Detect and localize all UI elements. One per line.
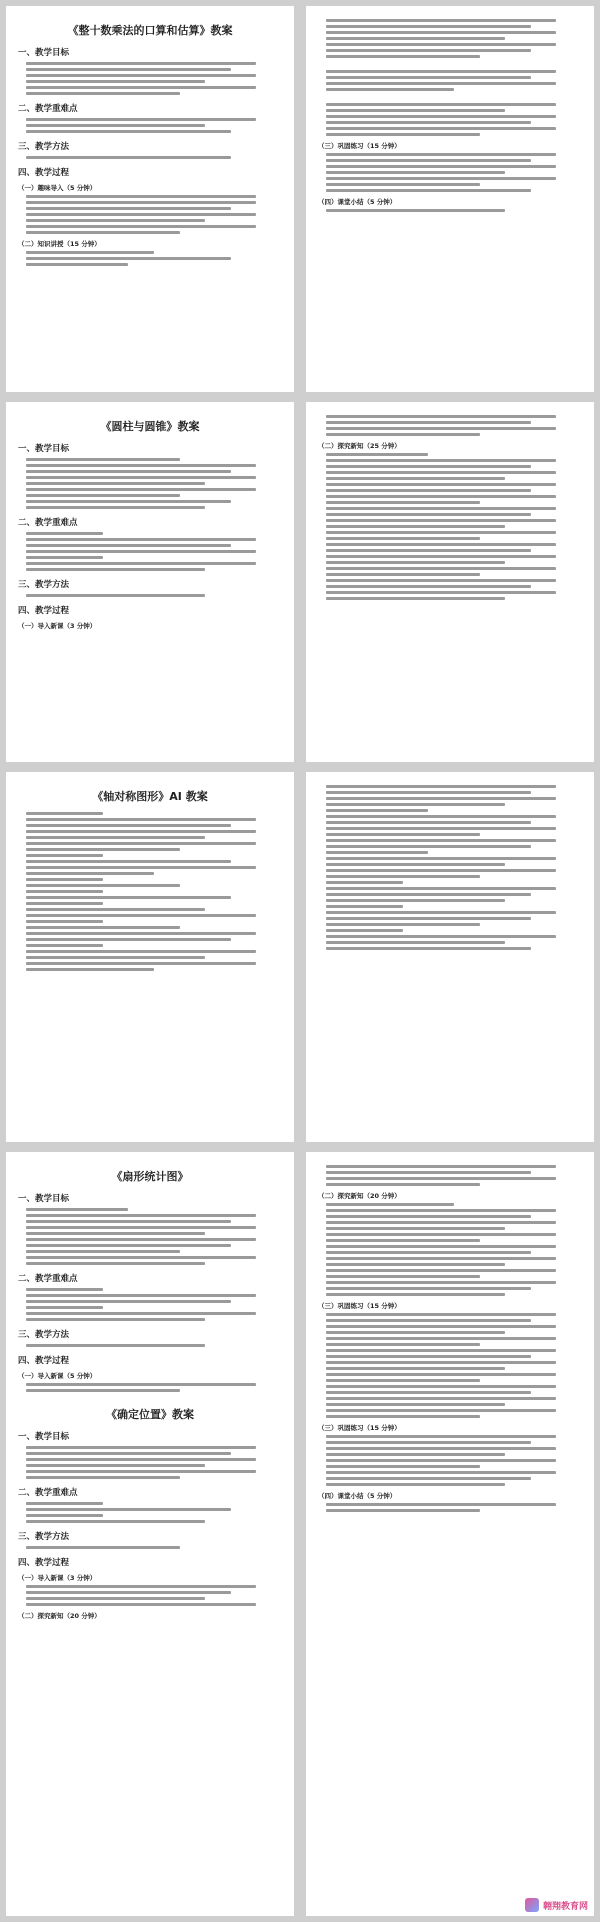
text-line bbox=[26, 908, 205, 911]
text-line bbox=[26, 1502, 103, 1505]
text-line bbox=[326, 941, 505, 944]
section-heading: 二、教学重难点 bbox=[18, 104, 78, 114]
text-line bbox=[26, 556, 103, 559]
text-line bbox=[26, 848, 180, 851]
text-line bbox=[26, 1300, 231, 1303]
subsection-heading: （二）探究新知（20 分钟） bbox=[318, 1192, 401, 1200]
text-line bbox=[326, 1281, 556, 1284]
section-heading: 三、教学方法 bbox=[18, 580, 70, 590]
text-line bbox=[26, 854, 103, 857]
text-line bbox=[326, 815, 556, 818]
text-line bbox=[326, 1415, 480, 1418]
text-line bbox=[26, 1220, 231, 1223]
text-line bbox=[326, 25, 531, 28]
text-line bbox=[26, 950, 256, 953]
text-line bbox=[326, 881, 403, 884]
text-line bbox=[326, 1349, 556, 1352]
text-line bbox=[26, 1464, 205, 1467]
text-line bbox=[26, 890, 103, 893]
text-line bbox=[326, 1447, 556, 1450]
text-line bbox=[26, 872, 154, 875]
text-line bbox=[326, 1385, 556, 1388]
subsection-heading: （一）导入新课（3 分钟） bbox=[18, 1574, 97, 1582]
page-title: 《圆柱与圆锥》教案 bbox=[100, 420, 200, 433]
subsection-heading: （四）课堂小结（5 分钟） bbox=[318, 1492, 397, 1500]
text-line bbox=[326, 585, 531, 588]
text-line bbox=[326, 531, 556, 534]
text-line bbox=[26, 824, 231, 827]
text-line bbox=[26, 962, 256, 965]
text-line bbox=[326, 49, 531, 52]
text-line bbox=[326, 501, 480, 504]
text-line bbox=[326, 785, 556, 788]
text-line bbox=[326, 43, 556, 46]
text-line bbox=[26, 195, 256, 198]
text-line bbox=[326, 887, 556, 890]
text-line bbox=[326, 1165, 556, 1168]
text-line bbox=[326, 1403, 505, 1406]
text-line bbox=[26, 568, 205, 571]
text-line bbox=[26, 926, 180, 929]
text-line bbox=[26, 1476, 180, 1479]
text-line bbox=[326, 821, 531, 824]
text-line bbox=[26, 1262, 205, 1265]
section-heading: 三、教学方法 bbox=[18, 142, 70, 152]
text-line bbox=[326, 791, 531, 794]
text-line bbox=[26, 1546, 180, 1549]
text-line bbox=[326, 1503, 556, 1506]
text-line bbox=[326, 797, 556, 800]
text-line bbox=[26, 494, 180, 497]
text-line bbox=[326, 1331, 505, 1334]
text-line bbox=[26, 920, 103, 923]
text-line bbox=[26, 62, 256, 65]
text-line bbox=[326, 421, 531, 424]
text-line bbox=[26, 1312, 256, 1315]
text-line bbox=[326, 133, 480, 136]
text-line bbox=[26, 836, 205, 839]
text-line bbox=[26, 124, 205, 127]
page-title-2: 《确定位置》教案 bbox=[106, 1408, 194, 1421]
text-line bbox=[326, 1293, 505, 1296]
text-line bbox=[26, 938, 231, 941]
text-line bbox=[326, 471, 556, 474]
text-line bbox=[326, 803, 505, 806]
text-line bbox=[326, 555, 556, 558]
text-line bbox=[326, 1391, 531, 1394]
text-line bbox=[26, 1514, 103, 1517]
text-line bbox=[326, 165, 556, 168]
text-line bbox=[326, 567, 556, 570]
text-line bbox=[26, 1470, 256, 1473]
text-line bbox=[326, 477, 505, 480]
text-line bbox=[326, 1171, 531, 1174]
text-line bbox=[326, 1233, 556, 1236]
subsection-heading: （二）探究新知（20 分钟） bbox=[18, 1612, 101, 1620]
text-line bbox=[326, 127, 556, 130]
text-line bbox=[326, 507, 556, 510]
text-line bbox=[26, 213, 256, 216]
text-line bbox=[326, 1209, 556, 1212]
text-line bbox=[26, 878, 103, 881]
text-line bbox=[326, 845, 531, 848]
subsection-heading: （三）巩固练习（15 分钟） bbox=[318, 1302, 401, 1310]
text-line bbox=[326, 489, 531, 492]
text-line bbox=[26, 830, 256, 833]
text-line bbox=[326, 153, 556, 156]
text-line bbox=[326, 525, 505, 528]
text-line bbox=[326, 579, 556, 582]
text-line bbox=[26, 1250, 180, 1253]
text-line bbox=[326, 899, 505, 902]
text-line bbox=[26, 1585, 256, 1588]
watermark-logo-icon bbox=[525, 1898, 539, 1912]
doc-page-5 bbox=[6, 772, 294, 1142]
section-heading: 三、教学方法 bbox=[18, 1330, 70, 1340]
subsection-heading: （一）趣味导入（5 分钟） bbox=[18, 184, 97, 192]
section-heading: 二、教学重难点 bbox=[18, 518, 78, 528]
text-line bbox=[326, 209, 505, 212]
text-line bbox=[326, 875, 480, 878]
text-line bbox=[26, 896, 231, 899]
text-line bbox=[326, 1203, 454, 1206]
text-line bbox=[326, 1215, 531, 1218]
text-line bbox=[26, 92, 180, 95]
text-line bbox=[26, 818, 256, 821]
text-line bbox=[326, 1483, 505, 1486]
text-line bbox=[326, 1221, 556, 1224]
text-line bbox=[326, 37, 505, 40]
text-line bbox=[326, 1397, 556, 1400]
text-line bbox=[326, 597, 505, 600]
subsection-heading: （四）课堂小结（5 分钟） bbox=[318, 198, 397, 206]
text-line bbox=[26, 225, 256, 228]
text-line bbox=[326, 573, 480, 576]
doc-page-4 bbox=[306, 402, 594, 762]
text-line bbox=[326, 483, 556, 486]
text-line bbox=[326, 543, 556, 546]
doc-page-1 bbox=[6, 6, 294, 392]
text-line bbox=[326, 31, 556, 34]
subsection-heading: （一）导入新课（5 分钟） bbox=[18, 1372, 97, 1380]
text-line bbox=[26, 80, 205, 83]
text-line bbox=[326, 1275, 480, 1278]
text-line bbox=[326, 70, 556, 73]
text-line bbox=[26, 1383, 256, 1386]
text-line bbox=[326, 55, 480, 58]
text-line bbox=[26, 1389, 180, 1392]
text-line bbox=[26, 538, 256, 541]
text-line bbox=[326, 1245, 556, 1248]
text-line bbox=[326, 1435, 556, 1438]
page-title: 《轴对称图形》AI 教案 bbox=[92, 790, 208, 803]
text-line bbox=[326, 591, 556, 594]
text-line bbox=[26, 1306, 103, 1309]
text-line bbox=[26, 860, 231, 863]
text-line bbox=[326, 121, 531, 124]
text-line bbox=[26, 506, 205, 509]
section-heading: 一、教学目标 bbox=[18, 48, 70, 58]
text-line bbox=[26, 1238, 256, 1241]
text-line bbox=[26, 257, 231, 260]
doc-page-6 bbox=[306, 772, 594, 1142]
text-line bbox=[26, 1591, 231, 1594]
text-line bbox=[326, 1477, 531, 1480]
text-line bbox=[326, 465, 531, 468]
section-heading: 四、教学过程 bbox=[18, 606, 70, 616]
text-line bbox=[326, 1251, 531, 1254]
text-line bbox=[326, 1471, 556, 1474]
text-line bbox=[26, 130, 231, 133]
text-line bbox=[26, 488, 256, 491]
text-line bbox=[26, 74, 256, 77]
text-line bbox=[26, 458, 180, 461]
subsection-heading: （三）巩固练习（15 分钟） bbox=[318, 142, 401, 150]
text-line bbox=[326, 1313, 556, 1316]
text-line bbox=[326, 1257, 556, 1260]
text-line bbox=[326, 433, 480, 436]
text-line bbox=[26, 1294, 256, 1297]
text-line bbox=[26, 1226, 256, 1229]
text-line bbox=[326, 839, 556, 842]
text-line bbox=[326, 893, 531, 896]
text-line bbox=[26, 118, 256, 121]
text-line bbox=[326, 947, 531, 950]
text-line bbox=[326, 513, 531, 516]
text-line bbox=[26, 231, 180, 234]
text-line bbox=[326, 1325, 556, 1328]
text-line bbox=[26, 68, 231, 71]
text-line bbox=[326, 159, 531, 162]
text-line bbox=[326, 453, 428, 456]
text-line bbox=[326, 863, 505, 866]
text-line bbox=[26, 968, 154, 971]
text-line bbox=[326, 171, 505, 174]
watermark-text: 翱翔教育网 bbox=[542, 1901, 588, 1912]
page-title: 《整十数乘法的口算和估算》教案 bbox=[67, 24, 233, 37]
text-line bbox=[326, 869, 556, 872]
text-line bbox=[326, 827, 556, 830]
text-line bbox=[326, 851, 428, 854]
text-line bbox=[26, 500, 231, 503]
text-line bbox=[326, 929, 403, 932]
text-line bbox=[326, 549, 531, 552]
text-line bbox=[26, 464, 256, 467]
text-line bbox=[326, 519, 556, 522]
section-heading: 二、教学重难点 bbox=[18, 1488, 78, 1498]
section-heading: 四、教学过程 bbox=[18, 168, 70, 178]
text-line bbox=[326, 1459, 556, 1462]
text-line bbox=[326, 935, 556, 938]
text-line bbox=[26, 944, 103, 947]
text-line bbox=[326, 1441, 531, 1444]
text-line bbox=[26, 562, 256, 565]
text-line bbox=[26, 1597, 205, 1600]
text-line bbox=[26, 956, 205, 959]
text-line bbox=[26, 902, 103, 905]
text-line bbox=[326, 459, 556, 462]
text-line bbox=[326, 833, 480, 836]
text-line bbox=[326, 1263, 505, 1266]
text-line bbox=[326, 1319, 531, 1322]
text-line bbox=[26, 1446, 256, 1449]
text-line bbox=[326, 905, 403, 908]
text-line bbox=[26, 1244, 231, 1247]
text-line bbox=[26, 1508, 231, 1511]
text-line bbox=[326, 1269, 556, 1272]
text-line bbox=[26, 476, 256, 479]
section-heading: 一、教学目标 bbox=[18, 444, 70, 454]
section-heading: 二、教学重难点 bbox=[18, 1274, 78, 1284]
text-line bbox=[26, 1452, 231, 1455]
text-line bbox=[26, 884, 180, 887]
text-line bbox=[26, 532, 103, 535]
text-line bbox=[26, 914, 256, 917]
doc-page-7 bbox=[6, 1152, 294, 1916]
text-line bbox=[326, 917, 531, 920]
text-line bbox=[326, 1227, 505, 1230]
text-line bbox=[26, 1458, 256, 1461]
text-line bbox=[26, 1214, 256, 1217]
section-heading: 一、教学目标 bbox=[18, 1194, 70, 1204]
text-line bbox=[326, 1343, 480, 1346]
text-line bbox=[26, 594, 205, 597]
text-line bbox=[326, 103, 556, 106]
text-line bbox=[26, 544, 231, 547]
subsection-heading: （二）探究新知（25 分钟） bbox=[318, 442, 401, 450]
text-line bbox=[326, 115, 556, 118]
text-line bbox=[26, 1318, 205, 1321]
text-line bbox=[326, 189, 531, 192]
text-line bbox=[326, 88, 454, 91]
text-line bbox=[26, 1344, 205, 1347]
text-line bbox=[326, 495, 556, 498]
text-line bbox=[326, 923, 480, 926]
text-line bbox=[326, 1337, 556, 1340]
text-line bbox=[326, 1465, 480, 1468]
text-line bbox=[26, 1232, 205, 1235]
text-line bbox=[326, 183, 480, 186]
text-line bbox=[26, 1603, 256, 1606]
text-line bbox=[326, 911, 556, 914]
text-line bbox=[26, 1256, 256, 1259]
doc-page-8 bbox=[306, 1152, 594, 1916]
text-line bbox=[326, 561, 505, 564]
text-line bbox=[326, 1239, 480, 1242]
text-line bbox=[326, 1183, 480, 1186]
text-line bbox=[26, 932, 256, 935]
text-line bbox=[26, 219, 205, 222]
text-line bbox=[26, 842, 256, 845]
section-heading: 三、教学方法 bbox=[18, 1532, 70, 1542]
section-heading: 四、教学过程 bbox=[18, 1356, 70, 1366]
text-line bbox=[326, 1177, 556, 1180]
text-line bbox=[26, 263, 128, 266]
text-line bbox=[326, 19, 556, 22]
text-line bbox=[26, 207, 231, 210]
section-heading: 四、教学过程 bbox=[18, 1558, 70, 1568]
text-line bbox=[326, 809, 428, 812]
text-line bbox=[26, 482, 205, 485]
text-line bbox=[26, 1288, 103, 1291]
text-line bbox=[26, 812, 103, 815]
text-line bbox=[26, 156, 231, 159]
text-line bbox=[326, 1453, 505, 1456]
subsection-heading: （一）导入新课（3 分钟） bbox=[18, 622, 97, 630]
page-title: 《扇形统计图》 bbox=[111, 1170, 189, 1183]
text-line bbox=[326, 857, 556, 860]
doc-page-2 bbox=[306, 6, 594, 392]
text-line bbox=[326, 1355, 531, 1358]
text-line bbox=[326, 1367, 505, 1370]
text-line bbox=[326, 1287, 531, 1290]
text-line bbox=[26, 86, 256, 89]
subsection-heading: （二）知识讲授（15 分钟） bbox=[18, 240, 101, 248]
text-line bbox=[26, 201, 256, 204]
text-line bbox=[26, 1520, 205, 1523]
text-line bbox=[26, 866, 256, 869]
text-line bbox=[26, 1208, 128, 1211]
text-line bbox=[326, 1379, 480, 1382]
text-line bbox=[26, 251, 154, 254]
text-line bbox=[26, 550, 256, 553]
text-line bbox=[326, 82, 556, 85]
text-line bbox=[326, 109, 505, 112]
watermark bbox=[525, 1898, 588, 1912]
text-line bbox=[326, 1373, 556, 1376]
text-line bbox=[326, 1361, 556, 1364]
text-line bbox=[26, 470, 231, 473]
text-line bbox=[326, 177, 556, 180]
text-line bbox=[326, 1409, 556, 1412]
text-line bbox=[326, 415, 556, 418]
text-line bbox=[326, 1509, 480, 1512]
text-line bbox=[326, 76, 531, 79]
section-heading: 一、教学目标 bbox=[18, 1432, 70, 1442]
subsection-heading: （三）巩固练习（15 分钟） bbox=[318, 1424, 401, 1432]
text-line bbox=[326, 537, 480, 540]
text-line bbox=[326, 427, 556, 430]
doc-page-3 bbox=[6, 402, 294, 762]
